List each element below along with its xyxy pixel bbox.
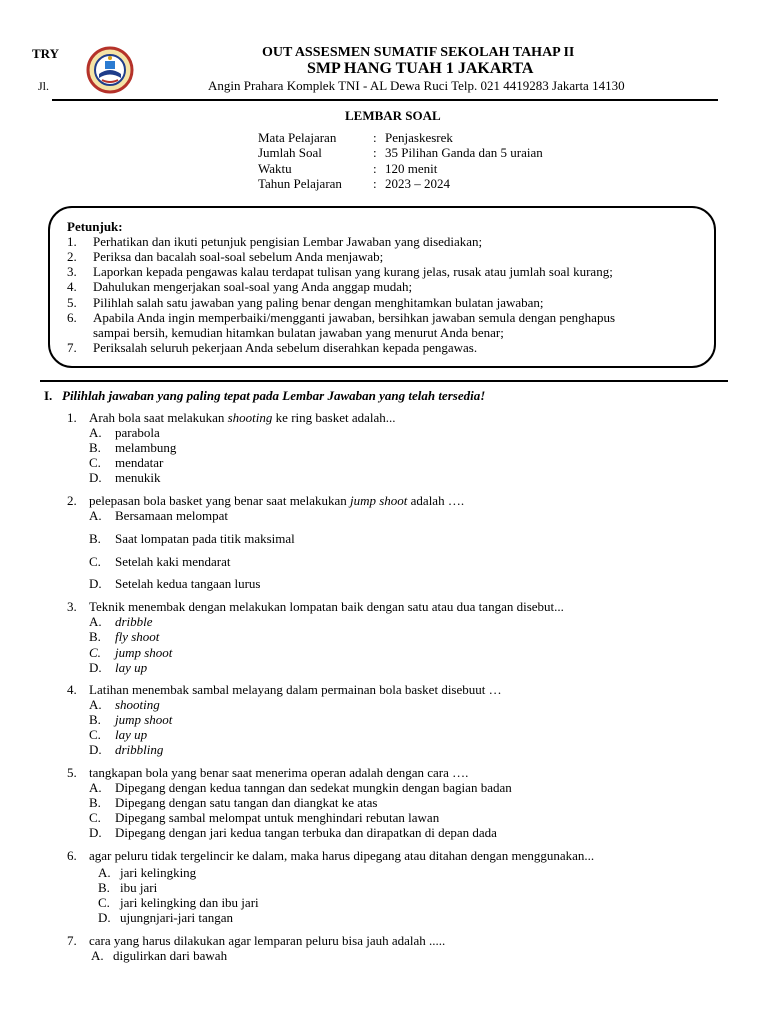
header-rule [52, 99, 718, 101]
instructions-heading: Petunjuk: [67, 219, 123, 234]
info-label: Tahun Pelajaran [258, 176, 342, 191]
info-sep: : [373, 130, 377, 145]
info-sep: : [373, 145, 377, 160]
header-left-bottom: Jl. [38, 79, 50, 93]
page-title: LEMBAR SOAL [345, 108, 441, 123]
info-value: 2023 – 2024 [385, 176, 450, 191]
info-sep: : [373, 161, 377, 176]
header-line2: SMP HANG TUAH 1 JAKARTA [307, 60, 534, 77]
section-rule [40, 380, 728, 382]
info-sep: : [373, 176, 377, 191]
info-label: Jumlah Soal [258, 145, 322, 160]
header-line1: OUT ASSESMEN SUMATIF SEKOLAH TAHAP II [262, 45, 575, 60]
info-value: 120 menit [385, 161, 438, 176]
info-value: Penjaskesrek [385, 130, 453, 145]
info-value: 35 Pilihan Ganda dan 5 uraian [385, 145, 543, 160]
info-label: Mata Pelajaran [258, 130, 337, 145]
header-line3: Angin Prahara Komplek TNI - AL Dewa Ruci Telp. 021 4419283 Jakarta 14130 [208, 78, 625, 93]
header-left-top: TRY [32, 46, 59, 61]
school-logo [86, 46, 134, 94]
info-label: Waktu [258, 161, 292, 176]
section-number: I. [44, 388, 53, 403]
section-heading: Pilihlah jawaban yang paling tepat pada Lembar Jawaban yang telah tersedia! [62, 388, 486, 403]
